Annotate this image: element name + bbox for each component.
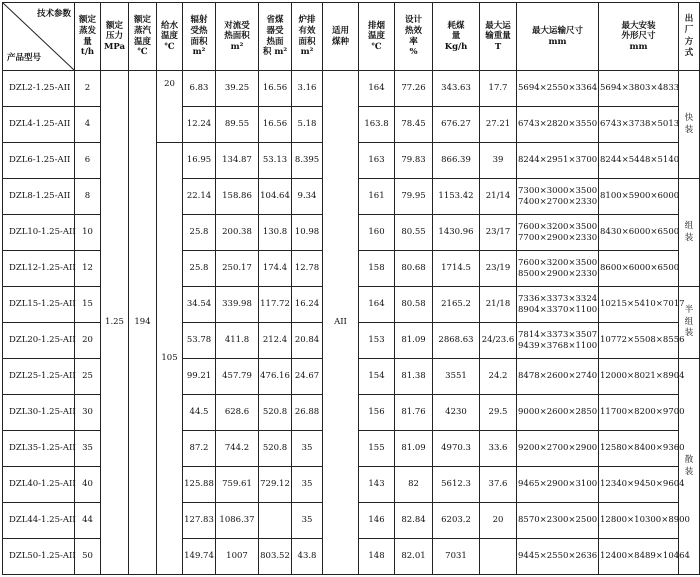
economizer-area-cell: 16.56 bbox=[259, 71, 292, 107]
shipping-method-char: 装 bbox=[684, 466, 694, 477]
header-text-line: mm bbox=[548, 36, 567, 47]
grate-area-cell: 12.78 bbox=[292, 251, 323, 287]
header-feed-temp bbox=[157, 3, 183, 71]
header-text-line: Kg/h bbox=[444, 41, 468, 52]
header-text-line: 面积 bbox=[298, 36, 316, 47]
shipping-method-char: 半 bbox=[684, 305, 694, 316]
radiant-area-cell: 34.54 bbox=[183, 287, 216, 323]
convective-area-cell: 1086.37 bbox=[216, 503, 259, 539]
transport-size-line: 9439×3768×1100 bbox=[518, 340, 598, 351]
exhaust-temp-cell: 156 bbox=[359, 395, 395, 431]
radiant-area-cell: 125.88 bbox=[183, 467, 216, 503]
max-weight-cell: 24.2 bbox=[480, 359, 517, 395]
evaporation-cell: 35 bbox=[75, 431, 101, 467]
coal-consumption-cell: 676.27 bbox=[433, 107, 480, 143]
model-cell: DZL2-1.25-AII bbox=[3, 71, 75, 107]
efficiency-cell: 82.01 bbox=[395, 539, 433, 575]
grate-area-cell: 10.98 bbox=[292, 215, 323, 251]
shipping-method-char: 装 bbox=[684, 328, 694, 339]
grate-area-cell: 35 bbox=[292, 431, 323, 467]
header-text-line: 额定 bbox=[78, 15, 96, 26]
header-text-line: 设计 bbox=[404, 15, 422, 26]
convective-area-cell: 759.61 bbox=[216, 467, 259, 503]
header-grate-area bbox=[292, 3, 323, 71]
grate-area-cell: 8.395 bbox=[292, 143, 323, 179]
install-size-cell: 12580×8400×9360 bbox=[599, 431, 679, 467]
header-text-line: 热效 bbox=[404, 25, 422, 36]
header-install-size bbox=[599, 3, 679, 71]
header-text-line: m² bbox=[192, 47, 206, 58]
exhaust-temp-cell: 158 bbox=[359, 251, 395, 287]
model-cell: DZL50-1.25-AII bbox=[3, 539, 75, 575]
transport-size-line: 7300×3000×3500 bbox=[518, 185, 598, 196]
convective-area-cell: 89.55 bbox=[216, 107, 259, 143]
model-cell: DZL12-1.25-AII bbox=[3, 251, 75, 287]
install-size-cell: 12800×10300×8900 bbox=[599, 503, 679, 539]
header-text-line: 炉排 bbox=[298, 15, 316, 26]
coal-consumption-cell: 1430.96 bbox=[433, 215, 480, 251]
convective-area-cell: 1007 bbox=[216, 539, 259, 575]
header-evaporation bbox=[75, 3, 101, 71]
radiant-area-cell: 149.74 bbox=[183, 539, 216, 575]
convective-area-cell: 457.79 bbox=[216, 359, 259, 395]
feed-temp-cell: 20 bbox=[157, 71, 183, 143]
transport-size-line: 8478×2600×2740 bbox=[518, 371, 598, 382]
grate-area-cell: 24.67 bbox=[292, 359, 323, 395]
header-text-line: 温度 bbox=[367, 31, 385, 42]
coal-consumption-cell: 7031 bbox=[433, 539, 480, 575]
shipping-method-cell bbox=[679, 359, 700, 575]
convective-area-cell: 39.25 bbox=[216, 71, 259, 107]
header-text-line: 煤种 bbox=[331, 36, 349, 47]
radiant-area-cell: 12.24 bbox=[183, 107, 216, 143]
max-weight-cell: 23/17 bbox=[480, 215, 517, 251]
install-size-cell: 6743×3738×5013 bbox=[599, 107, 679, 143]
exhaust-temp-cell: 154 bbox=[359, 359, 395, 395]
header-text-line: 热面积 bbox=[224, 31, 250, 42]
header-text-line: 率 bbox=[409, 36, 418, 47]
radiant-area-cell: 22.14 bbox=[183, 179, 216, 215]
install-size-cell: 8244×5448×5140 bbox=[599, 143, 679, 179]
efficiency-cell: 81.76 bbox=[395, 395, 433, 431]
shipping-method-char: 组 bbox=[684, 316, 694, 327]
install-size-cell: 12340×9450×9604 bbox=[599, 467, 679, 503]
header-text-line: 最大安装 bbox=[621, 20, 656, 31]
economizer-area-cell: 520.8 bbox=[259, 395, 292, 431]
efficiency-cell: 81.38 bbox=[395, 359, 433, 395]
transport-size-line: 9000×2600×2850 bbox=[518, 407, 598, 418]
header-text-line: 对流受 bbox=[224, 20, 250, 31]
transport-size-line: 7700×2900×2330 bbox=[518, 232, 598, 243]
transport-size-cell bbox=[517, 143, 599, 179]
model-cell: DZL4-1.25-AII bbox=[3, 107, 75, 143]
shipping-method-cell bbox=[679, 71, 700, 179]
economizer-area-cell bbox=[259, 503, 292, 539]
model-cell: DZL35-1.25-AII bbox=[3, 431, 75, 467]
header-coal-consumption bbox=[433, 3, 480, 71]
evaporation-cell: 6 bbox=[75, 143, 101, 179]
transport-size-cell bbox=[517, 467, 599, 503]
grate-area-cell: 9.34 bbox=[292, 179, 323, 215]
header-transport-size bbox=[517, 3, 599, 71]
exhaust-temp-cell: 160 bbox=[359, 215, 395, 251]
model-cell: DZL8-1.25-AII bbox=[3, 179, 75, 215]
header-text-line: T bbox=[494, 41, 502, 52]
header-text-line: 压力 bbox=[105, 31, 123, 42]
transport-size-line: 8570×2300×2500 bbox=[518, 515, 598, 526]
transport-size-cell bbox=[517, 71, 599, 107]
install-size-cell: 8600×6000×6500 bbox=[599, 251, 679, 287]
header-text-line: 给水 bbox=[160, 20, 178, 31]
transport-size-line: 7400×2700×2330 bbox=[518, 196, 598, 207]
shipping-method-char: 组 bbox=[684, 221, 694, 232]
header-text-line: mm bbox=[629, 41, 648, 52]
transport-size-cell bbox=[517, 179, 599, 215]
transport-size-cell bbox=[517, 287, 599, 323]
transport-size-line: 9465×2900×3100 bbox=[518, 479, 598, 490]
shipping-method-char: 快 bbox=[684, 113, 694, 124]
coal-consumption-cell: 1153.42 bbox=[433, 179, 480, 215]
coal-consumption-cell: 866.39 bbox=[433, 143, 480, 179]
max-weight-cell: 23/19 bbox=[480, 251, 517, 287]
header-text-line: 额定 bbox=[105, 20, 123, 31]
install-size-cell: 8100×5900×6000 bbox=[599, 179, 679, 215]
steam-temp-cell: 194 bbox=[129, 71, 157, 575]
economizer-area-cell: 104.64 bbox=[259, 179, 292, 215]
header-exhaust-temp bbox=[359, 3, 395, 71]
transport-size-line: 8244×2951×3700 bbox=[518, 155, 598, 166]
header-text-line: 适用 bbox=[331, 25, 349, 36]
transport-size-cell bbox=[517, 395, 599, 431]
header-text-line: 外形尺寸 bbox=[621, 31, 656, 42]
max-weight-cell bbox=[480, 539, 517, 575]
table-row bbox=[3, 71, 700, 107]
header-max-weight bbox=[480, 3, 517, 71]
header-text-line: 器受 bbox=[266, 25, 284, 36]
exhaust-temp-cell: 161 bbox=[359, 179, 395, 215]
evaporation-cell: 50 bbox=[75, 539, 101, 575]
economizer-area-cell: 16.56 bbox=[259, 107, 292, 143]
max-weight-cell: 20 bbox=[480, 503, 517, 539]
convective-area-cell: 250.17 bbox=[216, 251, 259, 287]
header-coal-type bbox=[323, 3, 359, 71]
radiant-area-cell: 53.78 bbox=[183, 323, 216, 359]
model-cell: DZL10-1.25-AII bbox=[3, 215, 75, 251]
shipping-method-char: 装 bbox=[684, 232, 694, 243]
transport-size-cell bbox=[517, 539, 599, 575]
coal-consumption-cell: 2868.63 bbox=[433, 323, 480, 359]
max-weight-cell: 27.21 bbox=[480, 107, 517, 143]
install-size-cell: 8430×6000×6500 bbox=[599, 215, 679, 251]
exhaust-temp-cell: 148 bbox=[359, 539, 395, 575]
grate-area-cell: 5.18 bbox=[292, 107, 323, 143]
max-weight-cell: 17.7 bbox=[480, 71, 517, 107]
transport-size-line: 7336×3373×3324 bbox=[518, 293, 598, 304]
evaporation-cell: 2 bbox=[75, 71, 101, 107]
max-weight-cell: 21/18 bbox=[480, 287, 517, 323]
model-cell: DZL44-1.25-AII bbox=[3, 503, 75, 539]
efficiency-cell: 82 bbox=[395, 467, 433, 503]
exhaust-temp-cell: 155 bbox=[359, 431, 395, 467]
header-row bbox=[3, 3, 700, 71]
max-weight-cell: 37.6 bbox=[480, 467, 517, 503]
install-size-cell: 11700×8200×9700 bbox=[599, 395, 679, 431]
efficiency-cell: 80.55 bbox=[395, 215, 433, 251]
header-text-line: % bbox=[409, 47, 418, 58]
evaporation-cell: 25 bbox=[75, 359, 101, 395]
spec-body bbox=[3, 71, 700, 575]
header-text-line: 有效 bbox=[298, 25, 316, 36]
coal-consumption-cell: 6203.2 bbox=[433, 503, 480, 539]
convective-area-cell: 339.98 bbox=[216, 287, 259, 323]
grate-area-cell: 26.88 bbox=[292, 395, 323, 431]
convective-area-cell: 744.2 bbox=[216, 431, 259, 467]
model-cell: DZL30-1.25-AII bbox=[3, 395, 75, 431]
max-weight-cell: 29.5 bbox=[480, 395, 517, 431]
transport-size-cell bbox=[517, 251, 599, 287]
convective-area-cell: 158.86 bbox=[216, 179, 259, 215]
header-text-line: m² bbox=[230, 41, 244, 52]
corner-model-label: 产品型号 bbox=[7, 53, 42, 64]
radiant-area-cell: 99.21 bbox=[183, 359, 216, 395]
header-pressure bbox=[101, 3, 129, 71]
radiant-area-cell: 44.5 bbox=[183, 395, 216, 431]
exhaust-temp-cell: 153 bbox=[359, 323, 395, 359]
transport-size-line: 8904×3370×1100 bbox=[518, 304, 598, 315]
transport-size-line: 5694×2550×3364 bbox=[518, 83, 598, 94]
evaporation-cell: 15 bbox=[75, 287, 101, 323]
efficiency-cell: 82.84 bbox=[395, 503, 433, 539]
header-text-line: 面积 bbox=[190, 36, 208, 47]
economizer-area-cell: 212.4 bbox=[259, 323, 292, 359]
evaporation-cell: 30 bbox=[75, 395, 101, 431]
max-weight-cell: 24/23.6 bbox=[480, 323, 517, 359]
radiant-area-cell: 25.8 bbox=[183, 251, 216, 287]
evaporation-cell: 4 bbox=[75, 107, 101, 143]
radiant-area-cell: 6.83 bbox=[183, 71, 216, 107]
install-size-cell: 10215×5410×7017 bbox=[599, 287, 679, 323]
transport-size-cell bbox=[517, 107, 599, 143]
exhaust-temp-cell: 143 bbox=[359, 467, 395, 503]
convective-area-cell: 134.87 bbox=[216, 143, 259, 179]
grate-area-cell: 20.84 bbox=[292, 323, 323, 359]
coal-type-cell: AII bbox=[323, 71, 359, 575]
transport-size-line: 7814×3373×3507 bbox=[518, 329, 598, 340]
header-efficiency bbox=[395, 3, 433, 71]
radiant-area-cell: 16.95 bbox=[183, 143, 216, 179]
transport-size-line: 9200×2700×2900 bbox=[518, 443, 598, 454]
header-text-line: 量 bbox=[451, 31, 461, 42]
header-text-line: 出 bbox=[684, 13, 694, 24]
header-text-line: 额定 bbox=[133, 15, 151, 26]
transport-size-line: 6743×2820×3550 bbox=[518, 119, 598, 130]
pressure-cell: 1.25 bbox=[101, 71, 129, 575]
header-radiant-area bbox=[183, 3, 216, 71]
corner-parameters-label: 技术参数 bbox=[36, 9, 71, 19]
grate-area-cell: 35 bbox=[292, 467, 323, 503]
header-text-line: 省煤 bbox=[266, 15, 284, 26]
header-steam-temp bbox=[129, 3, 157, 71]
grate-area-cell: 3.16 bbox=[292, 71, 323, 107]
max-weight-cell: 33.6 bbox=[480, 431, 517, 467]
model-cell: DZL15-1.25-AII bbox=[3, 287, 75, 323]
model-cell: DZL25-1.25-AII bbox=[3, 359, 75, 395]
transport-size-cell bbox=[517, 503, 599, 539]
header-corner bbox=[3, 3, 75, 71]
header-text-line: 最大运输尺寸 bbox=[531, 25, 583, 36]
header-convective-area bbox=[216, 3, 259, 71]
evaporation-cell: 20 bbox=[75, 323, 101, 359]
model-cell: DZL20-1.25-AII bbox=[3, 323, 75, 359]
install-size-cell: 12400×8489×10464 bbox=[599, 539, 679, 575]
efficiency-cell: 78.45 bbox=[395, 107, 433, 143]
coal-consumption-cell: 343.63 bbox=[433, 71, 480, 107]
transport-size-line: 9445×2550×2636 bbox=[518, 551, 598, 562]
exhaust-temp-cell: 164 bbox=[359, 71, 395, 107]
efficiency-cell: 81.09 bbox=[395, 323, 433, 359]
transport-size-cell bbox=[517, 359, 599, 395]
economizer-area-cell: 130.8 bbox=[259, 215, 292, 251]
header-text-line: 量 bbox=[83, 36, 92, 47]
shipping-method-cell bbox=[679, 287, 700, 359]
radiant-area-cell: 127.83 bbox=[183, 503, 216, 539]
evaporation-cell: 8 bbox=[75, 179, 101, 215]
efficiency-cell: 79.95 bbox=[395, 179, 433, 215]
transport-size-cell bbox=[517, 431, 599, 467]
evaporation-cell: 10 bbox=[75, 215, 101, 251]
efficiency-cell: 79.83 bbox=[395, 143, 433, 179]
header-text-line: 最大运 bbox=[485, 20, 511, 31]
header-text-line: m² bbox=[300, 47, 314, 58]
header-text-line: ℃ bbox=[164, 41, 175, 52]
radiant-area-cell: 25.8 bbox=[183, 215, 216, 251]
boiler-spec-table bbox=[2, 2, 700, 575]
install-size-cell: 10772×5508×8556 bbox=[599, 323, 679, 359]
header-text-line: 温度 bbox=[133, 36, 151, 47]
header-text-line: MPa bbox=[103, 41, 126, 52]
efficiency-cell: 80.68 bbox=[395, 251, 433, 287]
coal-consumption-cell: 3551 bbox=[433, 359, 480, 395]
model-cell: DZL6-1.25-AII bbox=[3, 143, 75, 179]
transport-size-line: 8500×2900×2330 bbox=[518, 268, 598, 279]
exhaust-temp-cell: 146 bbox=[359, 503, 395, 539]
header-text-line: ℃ bbox=[137, 47, 148, 58]
header-text-line: 耗煤 bbox=[447, 20, 465, 31]
coal-consumption-cell: 5612.3 bbox=[433, 467, 480, 503]
economizer-area-cell: 53.13 bbox=[259, 143, 292, 179]
header-text-line: 受热 bbox=[190, 25, 208, 36]
efficiency-cell: 77.26 bbox=[395, 71, 433, 107]
header-text-line: 厂 bbox=[684, 25, 694, 36]
transport-size-line: 7600×3200×3500 bbox=[518, 221, 598, 232]
economizer-area-cell: 476.16 bbox=[259, 359, 292, 395]
max-weight-cell: 21/14 bbox=[480, 179, 517, 215]
header-text-line: 排烟 bbox=[367, 20, 385, 31]
header-text-line: ℃ bbox=[371, 41, 382, 52]
shipping-method-cell bbox=[679, 179, 700, 287]
coal-consumption-cell: 4230 bbox=[433, 395, 480, 431]
coal-consumption-cell: 1714.5 bbox=[433, 251, 480, 287]
economizer-area-cell: 520.8 bbox=[259, 431, 292, 467]
exhaust-temp-cell: 163 bbox=[359, 143, 395, 179]
transport-size-cell bbox=[517, 323, 599, 359]
convective-area-cell: 200.38 bbox=[216, 215, 259, 251]
transport-size-cell bbox=[517, 215, 599, 251]
evaporation-cell: 44 bbox=[75, 503, 101, 539]
header-text-line: 辐射 bbox=[190, 15, 208, 26]
economizer-area-cell: 174.4 bbox=[259, 251, 292, 287]
header-text-line: 积 m² bbox=[262, 47, 288, 58]
feed-temp-cell: 105 bbox=[157, 143, 183, 575]
economizer-area-cell: 117.72 bbox=[259, 287, 292, 323]
header-text-line: 热面 bbox=[266, 36, 284, 47]
header-text-line: 蒸汽 bbox=[133, 25, 151, 36]
economizer-area-cell: 803.52 bbox=[259, 539, 292, 575]
exhaust-temp-cell: 163.8 bbox=[359, 107, 395, 143]
exhaust-temp-cell: 164 bbox=[359, 287, 395, 323]
shipping-method-char: 散 bbox=[684, 455, 694, 466]
header-text-line: 输重量 bbox=[485, 31, 511, 42]
header-text-line: 蒸发 bbox=[78, 25, 96, 36]
convective-area-cell: 628.6 bbox=[216, 395, 259, 431]
max-weight-cell: 39 bbox=[480, 143, 517, 179]
install-size-cell: 5694×3803×4833 bbox=[599, 71, 679, 107]
coal-consumption-cell: 2165.2 bbox=[433, 287, 480, 323]
economizer-area-cell: 729.12 bbox=[259, 467, 292, 503]
model-cell: DZL40-1.25-AII bbox=[3, 467, 75, 503]
transport-size-line: 7600×3200×3500 bbox=[518, 257, 598, 268]
efficiency-cell: 80.58 bbox=[395, 287, 433, 323]
evaporation-cell: 12 bbox=[75, 251, 101, 287]
header-text-line: t/h bbox=[80, 47, 95, 58]
header-text-line: 温度 bbox=[160, 31, 178, 42]
header-text-line: 式 bbox=[684, 47, 694, 58]
coal-consumption-cell: 4970.3 bbox=[433, 431, 480, 467]
convective-area-cell: 411.8 bbox=[216, 323, 259, 359]
shipping-method-char: 装 bbox=[684, 124, 694, 135]
header-text-line: 方 bbox=[684, 36, 694, 47]
header-economizer-area bbox=[259, 3, 292, 71]
evaporation-cell: 40 bbox=[75, 467, 101, 503]
grate-area-cell: 43.8 bbox=[292, 539, 323, 575]
radiant-area-cell: 87.2 bbox=[183, 431, 216, 467]
efficiency-cell: 81.09 bbox=[395, 431, 433, 467]
grate-area-cell: 35 bbox=[292, 503, 323, 539]
install-size-cell: 12000×8021×8904 bbox=[599, 359, 679, 395]
header-shipping-method bbox=[679, 3, 700, 71]
grate-area-cell: 16.24 bbox=[292, 287, 323, 323]
